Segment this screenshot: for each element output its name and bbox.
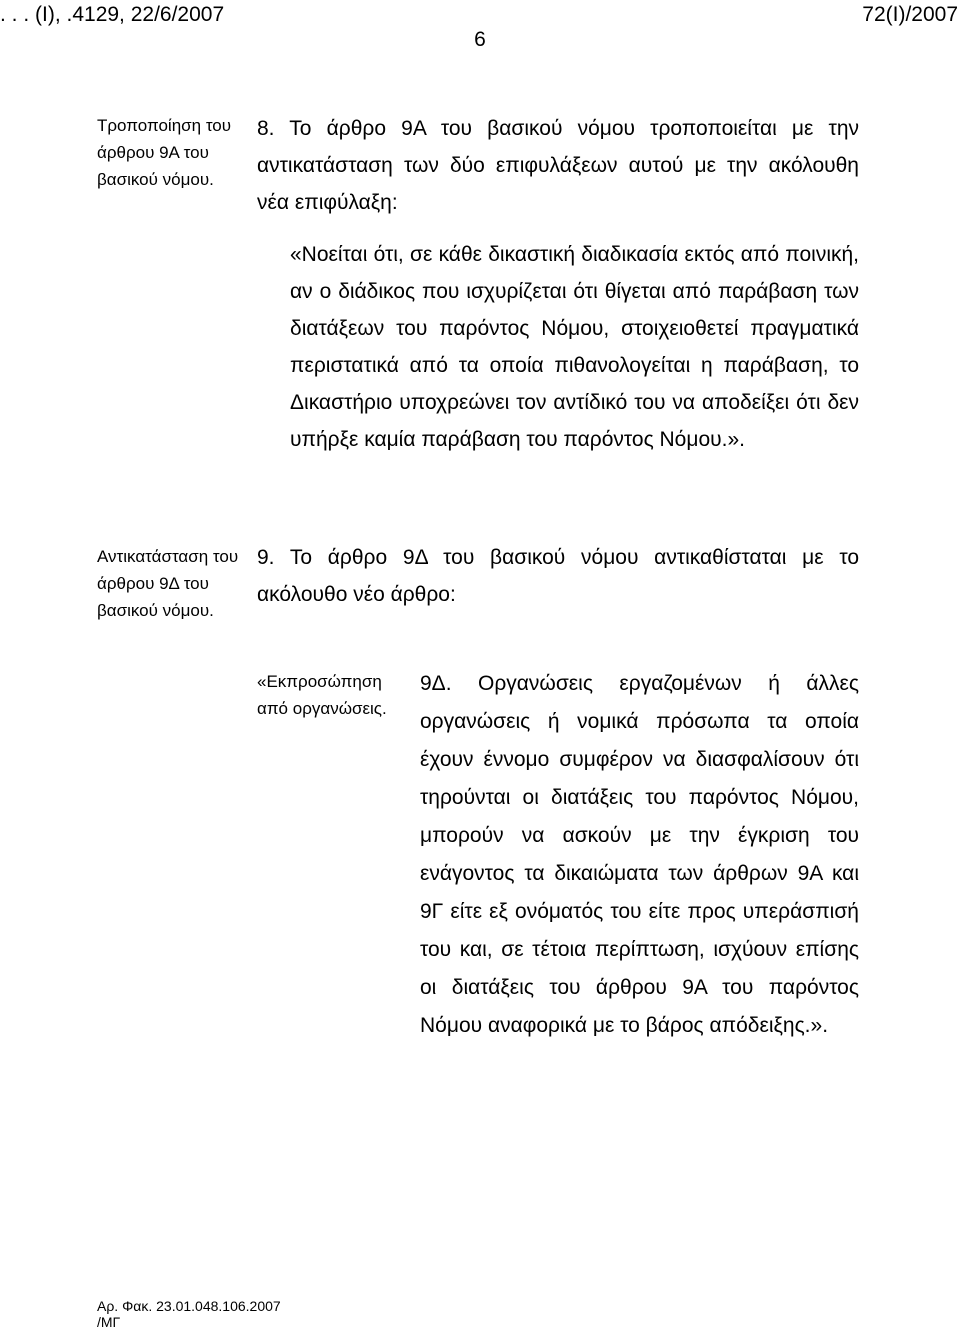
section-8-intro: 8. Το άρθρο 9Α του βασικού νόμου τροποποιείται με την αντικατάσταση των δύο επιφυλάξεων αυτού με την ακόλουθη νέα επιφύλαξη: [257,117,859,214]
header-gazette-reference: . . . (Ι), .4129, 22/6/2007 [0,3,225,26]
footer-initials: /ΜΓ [97,1314,121,1330]
article-9d-margin-note: «Εκπροσώπηση από οργανώσεις. [257,672,387,718]
page-number: 6 [474,28,486,51]
section-8-margin-note: Τροποποίηση του άρθρου 9Α του βασικού νόμου. [97,116,232,189]
section-9-margin-note: Αντικατάσταση του άρθρου 9Δ του βασικού νόμου. [97,547,239,620]
article-9d-text: 9Δ. Οργανώσεις εργαζομένων ή άλλες οργανώσεις ή νομικά πρόσωπα τα οποία έχουν έννομο συμφέρον να διασφαλίσουν ότι τηρούνται οι διατάξεις του παρόντος Νόμου, μπορούν να ασκούν με την έγκριση του ενάγοντος τα δικαιώματα των άρθρων 9Α και 9Γ είτε εξ ονόματός του είτε προς υπεράσπισή του και, σε τέτοια περίπτωση, ισχύουν επίσης οι διατάξεις του άρθρου 9Α του παρόντος Νόμου αναφορικά με το βάρος απόδειξης.». [420,672,859,1037]
header-law-number: 72(I)/2007 [862,3,958,26]
section-8-quoted-proviso: «Νοείται ότι, σε κάθε δικαστική διαδικασία εκτός από ποινική, αν ο διάδικος που ισχυρίζεται ότι θίγεται από παράβαση των διατάξεων του παρόντος Νόμου, στοιχειοθετεί πραγματικά περιστατικά από τα οποία πιθανολογείται η παράβαση, το Δικαστήριο υποχρεώνει τον αντίδικό του να αποδείξει ότι δεν υπήρξε καμία παράβαση του παρόντος Νόμου.». [290,243,859,451]
footer-file-reference: Αρ. Φακ. 23.01.048.106.2007 [97,1298,281,1314]
section-9-intro: 9. Το άρθρο 9Δ του βασικού νόμου αντικαθίσταται με το ακόλουθο νέο άρθρο: [257,546,859,606]
